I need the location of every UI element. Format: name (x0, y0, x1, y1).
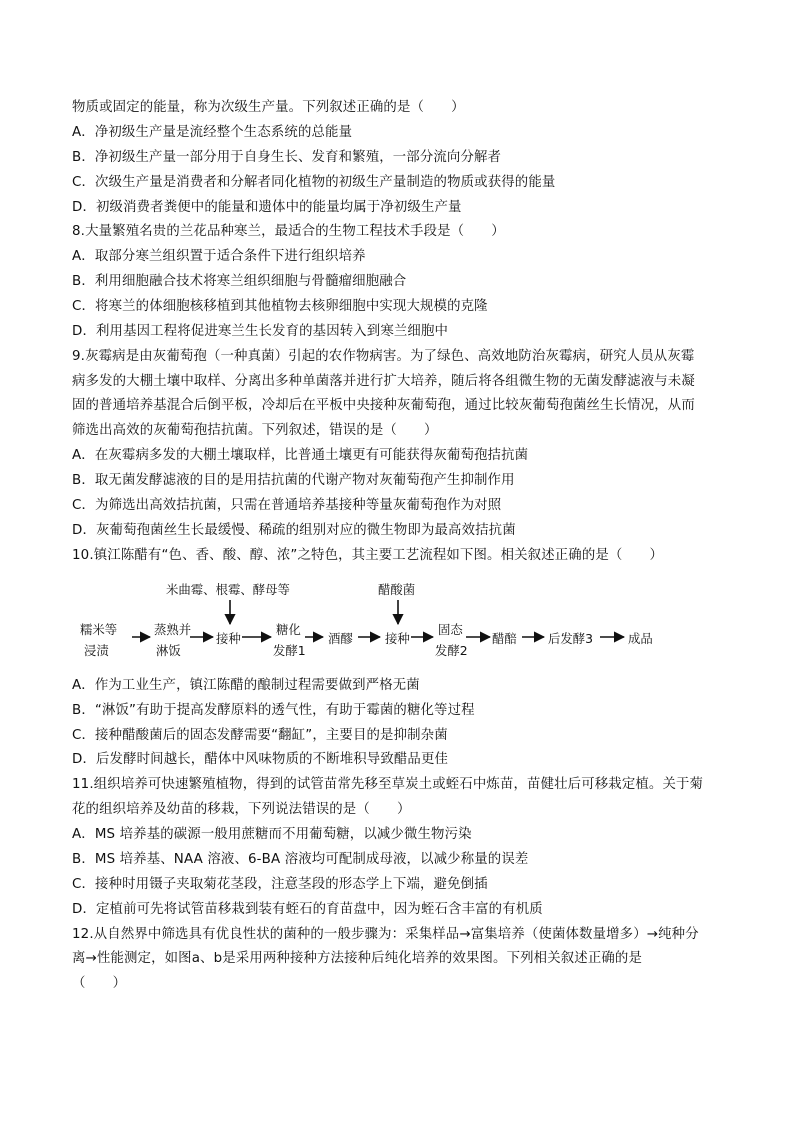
flow-step-7b: 发酵2 (435, 643, 468, 658)
q7-option-c: C．次级生产量是消费者和分解者同化植物的初级生产量制造的物质或获得的能量 (72, 175, 556, 190)
q9-stem-line-1: 9.灰霉病是由灰葡萄孢（一种真菌）引起的农作物病害。为了绿色、高效地防治灰霉病，研究人员从灰霉 (72, 349, 695, 364)
q10-option-a: A．作为工业生产，镇江陈醋的酿制过程需要做到严格无菌 (72, 678, 420, 693)
q7-option-a: A．净初级生产量是流经整个生态系统的总能量 (72, 125, 353, 140)
q7-stem-tail: 物质或固定的能量，称为次级生产量。下列叙述正确的是（ ） (72, 100, 465, 115)
q11-stem-line-2: 花的组织培养及幼苗的移栽，下列说法错误的是（ ） (72, 802, 411, 817)
process-flow-diagram (78, 578, 678, 670)
q9-option-a: A．在灰霉病多发的大棚土壤取样，比普通土壤更有可能获得灰葡萄孢拮抗菌 (72, 448, 529, 463)
q8-option-b: B．利用细胞融合技术将寒兰组织细胞与骨髓瘤细胞融合 (72, 274, 407, 289)
q12-stem-line-1: 12.从自然界中筛选具有优良性状的菌种的一般步骤为：采集样品→富集培养（使菌体数量增多）→纯种分 (72, 927, 699, 942)
q11-option-c: C．接种时用镊子夹取菊花茎段，注意茎段的形态学上下端，避免倒插 (72, 877, 488, 892)
flow-step-3: 接种 (216, 631, 241, 646)
q8-option-d: D．利用基因工程将促进寒兰生长发育的基因转入到寒兰细胞中 (72, 324, 449, 339)
q12-stem-line-2: 离→性能测定，如图a、b是采用两种接种方法接种后纯化培养的效果图。下列相关叙述正确的是 (72, 951, 642, 966)
q10-stem: 10.镇江陈醋有“色、香、酸、醇、浓”之特色，其主要工艺流程如下图。相关叙述正确的是（ ） (72, 548, 664, 563)
flow-step-2b: 淋饭 (156, 643, 181, 658)
flow-step-6: 接种 (385, 631, 410, 646)
q11-option-d: D．定植前可先将试管苗移栽到装有蛭石的育苗盘中，因为蛭石含丰富的有机质 (72, 902, 543, 917)
q9-stem-line-3: 固的普通培养基混合后倒平板，冷却后在平板中央接种灰葡萄孢，通过比较灰葡萄孢菌丝生长情况，从而 (72, 398, 695, 413)
q9-option-b: B．取无菌发酵滤液的目的是用拮抗菌的代谢产物对灰葡萄孢产生抑制作用 (72, 473, 515, 488)
flow-top-right-inoculum: 醋酸菌 (378, 582, 416, 597)
flow-step-8: 醋醅 (492, 631, 517, 646)
flow-step-4b: 发酵1 (273, 643, 306, 658)
flow-step-5: 酒醪 (328, 631, 353, 646)
q9-option-d: D．灰葡萄孢菌丝生长最缓慢、稀疏的组别对应的微生物即为最高效拮抗菌 (72, 523, 516, 538)
q12-stem-line-3: （ ） (72, 976, 127, 991)
flow-step-7a: 固态 (438, 622, 463, 637)
q7-option-d: D．初级消费者粪便中的能量和遗体中的能量均属于净初级生产量 (72, 200, 462, 215)
q7-option-b: B．净初级生产量一部分用于自身生长、发育和繁殖，一部分流向分解者 (72, 150, 502, 165)
flow-top-left-inoculum: 米曲霉、根霉、酵母等 (166, 582, 290, 597)
flow-step-2a: 蒸熟并 (154, 622, 192, 637)
q8-option-a: A．取部分寒兰组织置于适合条件下进行组织培养 (72, 249, 366, 264)
flow-step-4a: 糖化 (276, 622, 301, 637)
flow-step-9: 后发酵3 (548, 631, 594, 646)
q8-stem: 8.大量繁殖名贵的兰花品种寒兰，最适合的生物工程技术手段是（ ） (72, 224, 505, 239)
q11-option-a: A．MS 培养基的碳源一般用蔗糖而不用葡萄糖，以减少微生物污染 (72, 827, 472, 842)
q10-option-c: C．接种醋酸菌后的固态发酵需要“翻缸”，主要目的是抑制杂菌 (72, 728, 448, 743)
flow-step-10: 成品 (628, 631, 653, 646)
q10-option-d: D．后发酵时间越长，醋体中风味物质的不断堆积导致醋品更佳 (72, 752, 449, 767)
q9-stem-line-4: 筛选出高效的灰葡萄孢拮抗菌。下列叙述，错误的是（ ） (72, 423, 438, 438)
q11-stem-line-1: 11.组织培养可快速繁殖植物，得到的试管苗常先移至草炭土或蛭石中炼苗，苗健壮后可移栽定植。关于菊 (72, 777, 704, 792)
flow-step-1b: 浸渍 (84, 643, 109, 658)
q8-option-c: C．将寒兰的体细胞核移植到其他植物去核卵细胞中实现大规模的克隆 (72, 299, 488, 314)
q9-option-c: C．为筛选出高效拮抗菌，只需在普通培养基接种等量灰葡萄孢作为对照 (72, 498, 502, 513)
q9-stem-line-2: 病多发的大棚土壤中取样、分离出多种单菌落并进行扩大培养，随后将各组微生物的无菌发酵滤液与未凝 (72, 374, 695, 389)
flow-step-1a: 糯米等 (80, 622, 118, 637)
q11-option-b: B．MS 培养基、NAA 溶液、6-BA 溶液均可配制成母液，以减少称量的误差 (72, 852, 529, 867)
q10-option-b: B．“淋饭”有助于提高发酵原料的透气性，有助于霉菌的糖化等过程 (72, 703, 475, 718)
